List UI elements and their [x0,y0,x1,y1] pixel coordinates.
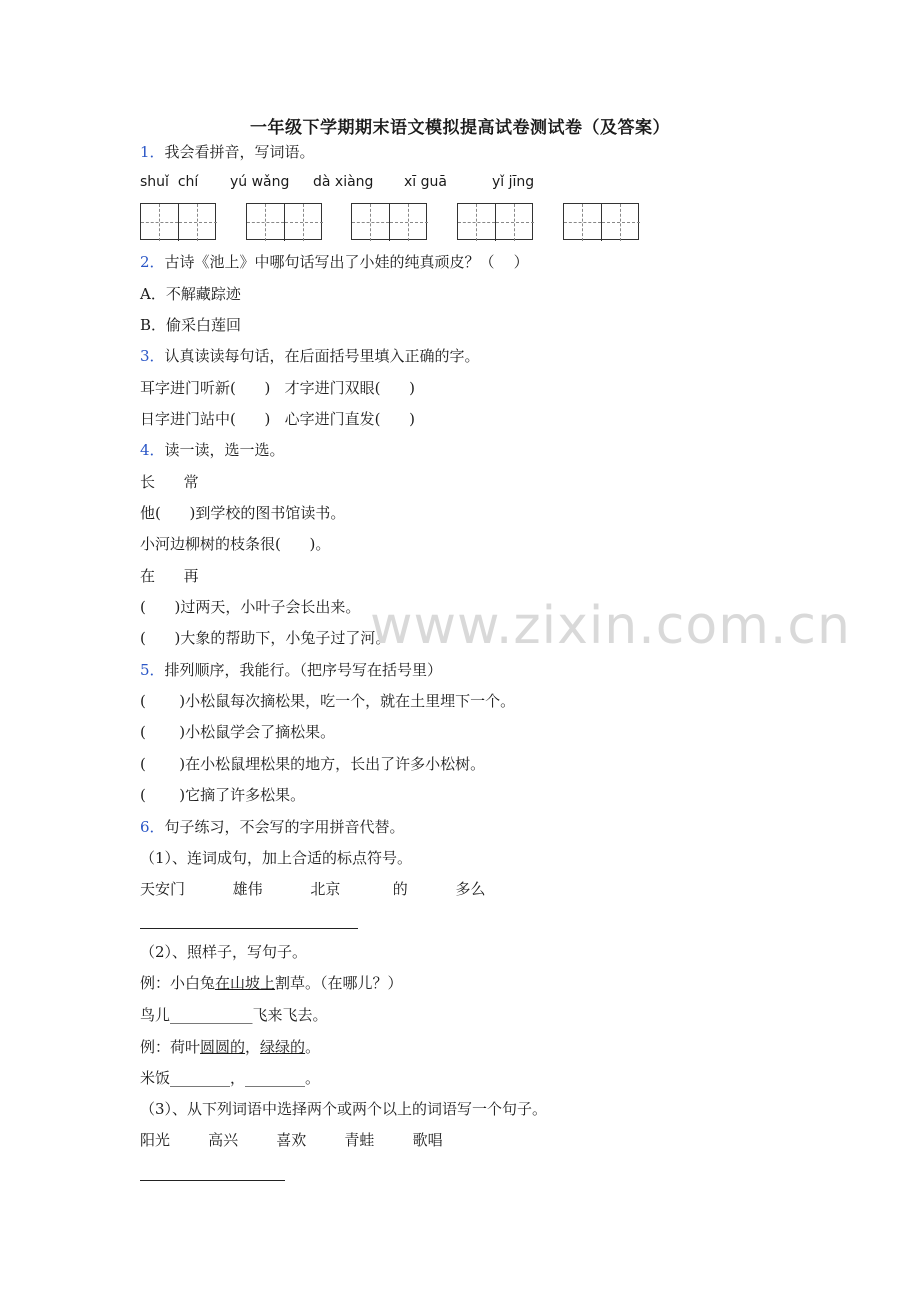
example-2-suffix: 。 [305,1038,321,1056]
q3-line-2: 日字进门站中( ) 心字进门直发( ) [140,410,415,428]
pinyin-2: yú wǎng [230,174,290,190]
question-number: 3． [140,347,165,365]
question-number: 6． [140,818,165,836]
writing-box-2[interactable] [246,203,322,240]
sub-question-2-title: （2）、照样子，写句子。 [140,943,308,961]
question-text: 我会看拼音，写词语。 [164,143,315,161]
answer-line-3[interactable] [140,1180,285,1181]
question-text: 排列顺序，我能行。（把序号写在括号里） [164,661,443,679]
question-2 [140,252,529,272]
example-1-suffix: 割草。（在哪儿？） [275,974,403,992]
q4-sentence-4: ( )大象的帮助下，小兔子过了河。 [140,629,391,647]
option-a[interactable]: A．不解藏踪迹 [140,285,241,303]
order-item-4: ( )它摘了许多松果。 [140,786,306,804]
sub-question-1-title: （1）、连词成句，加上合适的标点符号。 [140,849,413,867]
q4-sentence-2: 小河边柳树的枝条很( )。 [140,535,331,553]
question-5 [140,660,442,680]
q3-line-1: 耳字进门听新( ) 才字进门双眼( ) [140,379,415,397]
example-2-underlined-2: 绿绿的 [260,1038,306,1056]
order-item-1: ( )小松鼠每次摘松果，吃一个，就在土里埋下一个。 [140,692,516,710]
question-text: 读一读，选一选。 [164,441,285,459]
example-1-prefix: 例：小白兔 [140,974,216,992]
fill-sentence-2[interactable]: 米饭________，________。 [140,1069,321,1087]
pinyin-row [140,174,700,194]
question-number: 5． [140,661,165,679]
sub-question-3-title: （3）、从下列词语中选择两个或两个以上的词语写一个句子。 [140,1100,548,1118]
example-1-underlined: 在山坡上 [215,974,276,992]
q4-sentence-1: 他( )到学校的图书馆读书。 [140,504,346,522]
question-number: 4． [140,441,165,459]
question-number: 2． [140,253,165,271]
word-choice-1: 长 常 [140,473,199,491]
answer-line-1[interactable] [140,928,358,929]
order-item-2: ( )小松鼠学会了摘松果。 [140,723,336,741]
question-4 [140,440,285,460]
writing-box-5[interactable] [563,203,639,240]
question-1 [140,142,315,162]
example-2-comma: ， [245,1038,261,1056]
watermark: www.zixin.com.cn [370,596,851,656]
writing-grid-row [140,203,660,242]
fill-sentence-1[interactable]: 鸟儿___________飞来飞去。 [140,1006,328,1024]
writing-box-1[interactable] [140,203,216,240]
word-list-2: 阳光 高兴 喜欢 青蛙 歌唱 [140,1131,443,1149]
example-2-underlined-1: 圆圆的 [200,1038,246,1056]
pinyin-4: xī guā [404,174,447,190]
question-text: 古诗《池上》中哪句话写出了小娃的纯真顽皮？（ ） [164,253,529,271]
example-2-prefix: 例：荷叶 [140,1038,201,1056]
question-text: 句子练习，不会写的字用拼音代替。 [164,818,405,836]
page-title: 一年级下学期期末语文模拟提高试卷测试卷（及答案） [250,118,670,138]
writing-box-4[interactable] [457,203,533,240]
example-2 [140,1037,320,1057]
pinyin-5: yǐ jīng [492,174,535,190]
question-number: 1． [140,143,165,161]
example-1 [140,973,403,993]
writing-box-3[interactable] [351,203,427,240]
word-choice-2: 在 再 [140,567,199,585]
question-6 [140,817,405,837]
pinyin-3: dà xiàng [313,174,374,190]
question-text: 认真读读每句话，在后面括号里填入正确的字。 [164,347,480,365]
question-3 [140,346,480,366]
order-item-3: ( )在小松鼠埋松果的地方，长出了许多小松树。 [140,755,486,773]
pinyin-1: shuǐ chí [140,174,199,190]
q4-sentence-3: ( )过两天，小叶子会长出来。 [140,598,361,616]
option-b[interactable]: B．偷采白莲回 [140,316,242,334]
word-list-1: 天安门 雄伟 北京 的 多么 [140,880,486,898]
